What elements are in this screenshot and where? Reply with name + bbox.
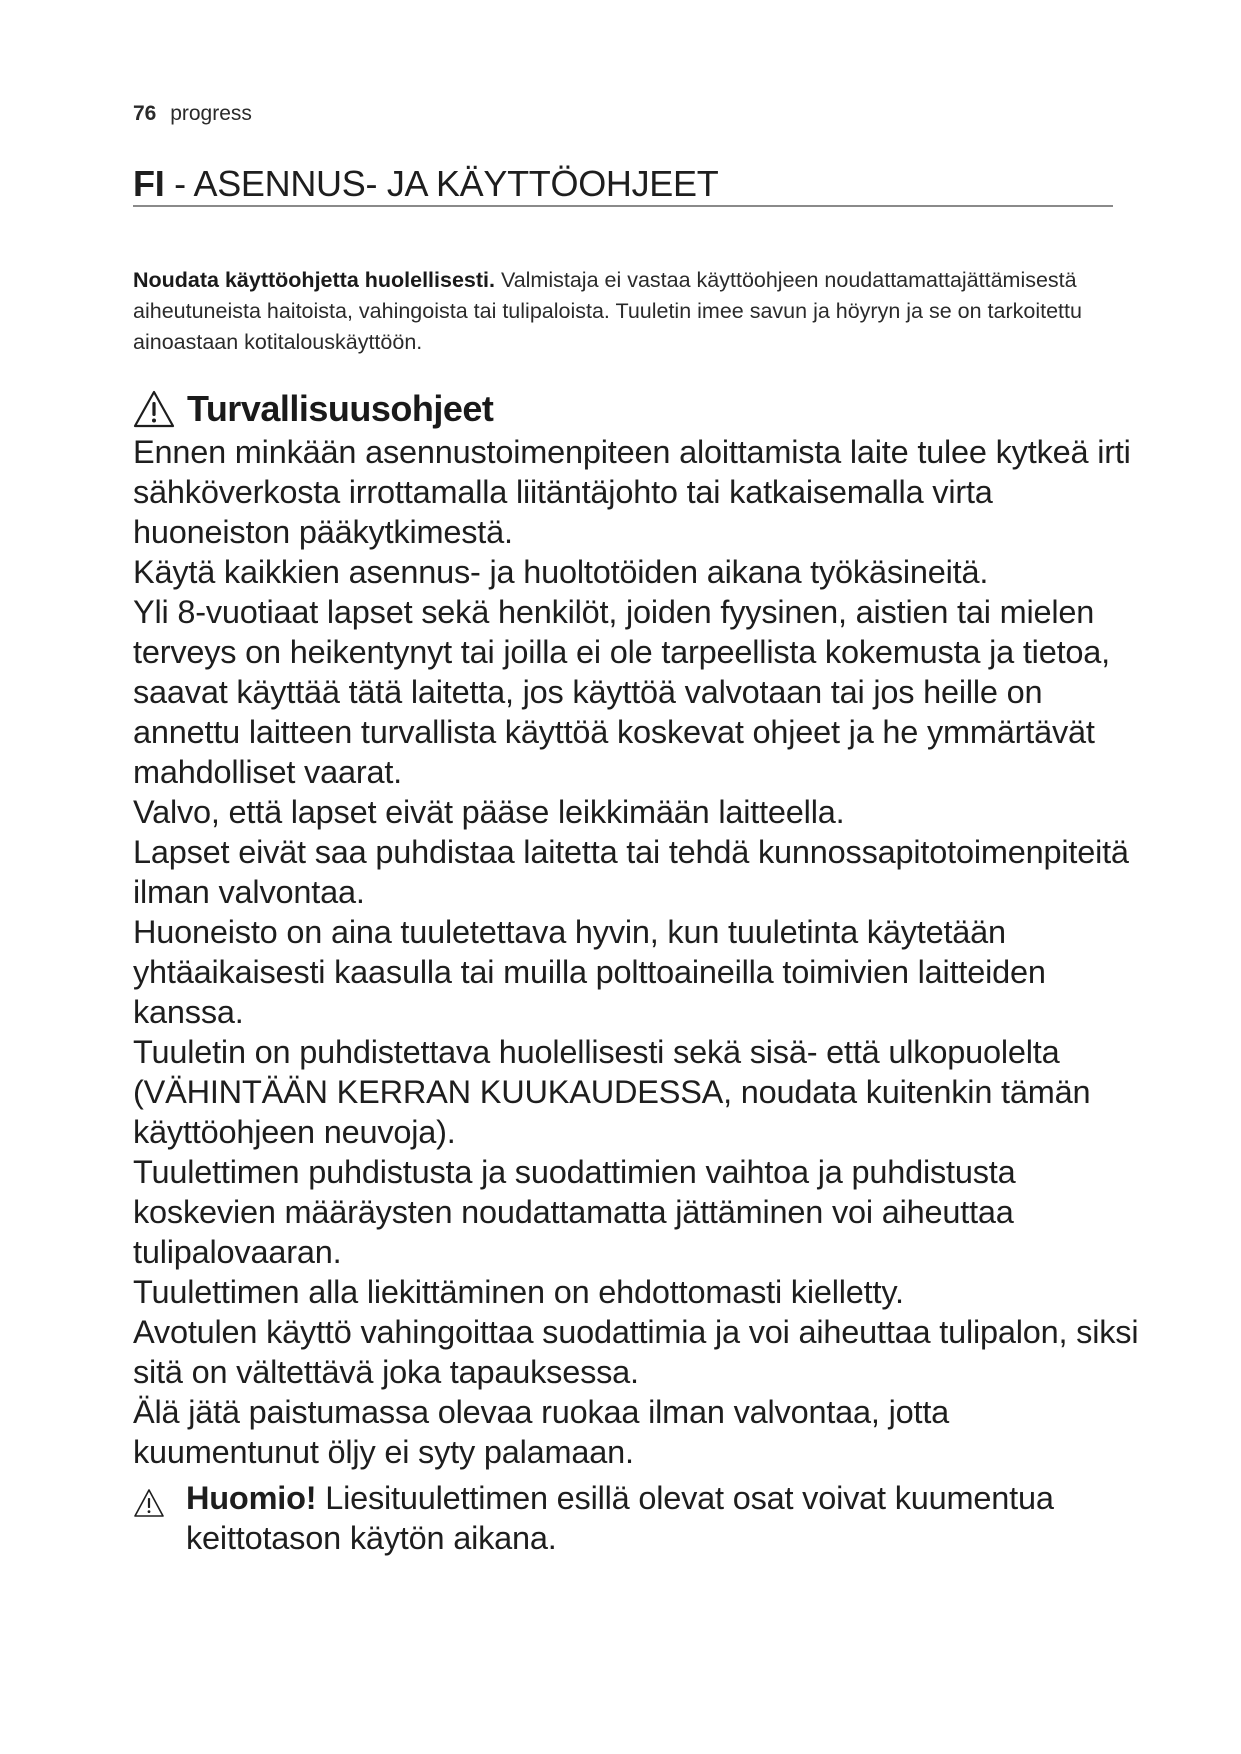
title-divider [133,205,1113,207]
note-label: Huomio! [186,1480,317,1516]
document-title-text: - ASENNUS- JA KÄYTTÖOHJEET [164,163,719,204]
safety-paragraph: Tuulettimen puhdistusta ja suodattimien vaihtoa ja puhdistusta koskevien määräysten noudattamatta jättäminen voi aiheuttaa tulipalovaaran. [133,1154,1016,1270]
intro-paragraph [133,265,1118,358]
warning-triangle-icon [133,1488,165,1518]
safety-paragraph: Huoneisto on aina tuuletettava hyvin, kun tuuletinta käytetään yhtäaikaisesti kaasulla tai muilla polttoaineilla toimivien laitteiden kanssa. [133,914,1046,1030]
warning-note [133,1478,1143,1558]
note-body: Liesituulettimen esillä olevat osat voivat kuumentua keittotason käytön aikana. [186,1480,1054,1556]
safety-paragraph: Käytä kaikkien asennus- ja huoltotöiden aikana työkäsineitä. [133,554,989,590]
page-number: 76 [133,102,157,125]
intro-lead: Noudata käyttöohjetta huolellisesti. [133,268,495,292]
section-heading [133,388,493,430]
safety-paragraph: Tuuletin on puhdistettava huolellisesti sekä sisä- että ulkopuolelta (VÄHINTÄÄN KERRAN KUUKAUDESSA, noudata kuitenkin tämän käyttöohjeen neuvoja). [133,1034,1091,1150]
safety-paragraph: Valvo, että lapset eivät pääse leikkimään laitteella. [133,794,845,830]
intro-text: Valmistaja ei vastaa käyttöohjeen noudattamattajättämisestä aiheutuneista haitoista, vahingoista tai tulipaloista. Tuuletin imee savun ja höyryn ja se on tarkoitettu ainoastaan kotitalouskäyttöön. [133,268,1082,354]
safety-paragraph: Avotulen käyttö vahingoittaa suodattimia ja voi aiheuttaa tulipalon, siksi sitä on vältettävä joka tapauksessa. [133,1314,1139,1390]
note-text [186,1478,1143,1558]
safety-paragraph: Lapset eivät saa puhdistaa laitetta tai tehdä kunnossapitotoimenpiteitä ilman valvontaa. [133,834,1129,910]
brand-name: progress [170,102,252,125]
section-title: Turvallisuusohjeet [187,388,494,429]
language-code: FI [133,163,165,204]
warning-triangle-icon [133,390,175,428]
safety-paragraph: Tuulettimen alla liekittäminen on ehdottomasti kielletty. [133,1274,904,1310]
running-header [133,102,252,126]
safety-paragraph: Yli 8-vuotiaat lapset sekä henkilöt, joiden fyysinen, aistien tai mielen terveys on heikentynyt tai joilla ei ole tarpeellista kokemusta ja tietoa, saavat käyttää tätä laitetta, jos käyttöä valvotaan tai jos heille on annettu laitteen turvallista käyttöä koskevat ohjeet ja he ymmärtävät mahdolliset vaarat. [133,594,1110,790]
safety-paragraph: Ennen minkään asennustoimenpiteen aloittamista laite tulee kytkeä irti sähköverkosta irrottamalla liitäntäjohto tai katkaisemalla virta huoneiston pääkytkimestä. [133,434,1131,550]
document-title [133,163,1113,205]
safety-instructions [133,432,1143,1472]
safety-paragraph: Älä jätä paistumassa olevaa ruokaa ilman valvontaa, jotta kuumentunut öljy ei syty palamaan. [133,1394,950,1470]
